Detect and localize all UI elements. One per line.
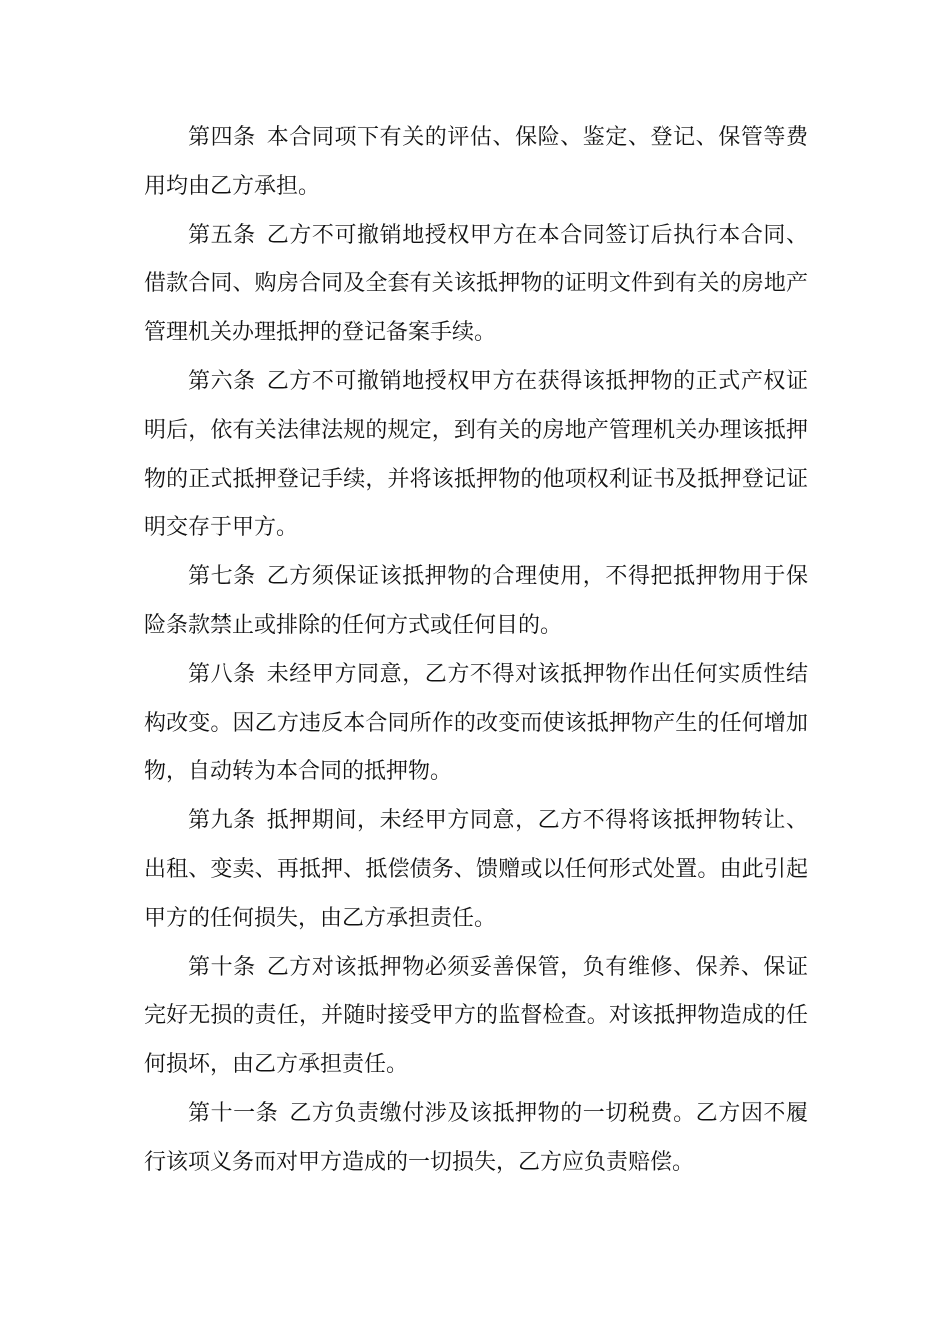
clause-label: 第六条 xyxy=(188,368,256,394)
clause-6 xyxy=(144,358,808,553)
clause-label: 第五条 xyxy=(188,222,256,248)
clause-8 xyxy=(144,651,808,797)
clause-9 xyxy=(144,797,808,943)
clause-4 xyxy=(144,114,808,212)
clause-label: 第九条 xyxy=(188,808,256,834)
clause-text: 本合同项下有关的评估、保险、鉴定、登记、保管等费用均由乙方承担。 xyxy=(144,125,808,199)
clause-text: 乙方须保证该抵押物的合理使用，不得把抵押物用于保险条款禁止或排除的任何方式或任何目的。 xyxy=(144,564,808,638)
clause-5 xyxy=(144,212,808,358)
clause-label: 第十条 xyxy=(188,954,256,980)
clause-label: 第十一条 xyxy=(188,1100,279,1126)
clause-7 xyxy=(144,553,808,651)
clause-text: 乙方负责缴付涉及该抵押物的一切税费。乙方因不履行该项义务而对甲方造成的一切损失，乙方应负责赔偿。 xyxy=(144,1100,808,1175)
clause-text: 抵押期间，未经甲方同意，乙方不得将该抵押物转让、出租、变卖、再抵押、抵偿债务、馈赠或以任何形式处置。由此引起甲方的任何损失，由乙方承担责任。 xyxy=(144,808,808,931)
clause-label: 第四条 xyxy=(188,125,256,150)
clause-text: 乙方不可撤销地授权甲方在获得该抵押物的正式产权证明后，依有关法律法规的规定，到有关的房地产管理机关办理该抵押物的正式抵押登记手续，并将该抵押物的他项权利证书及抵押登记证明交存于甲方。 xyxy=(144,368,808,541)
clause-text: 乙方不可撤销地授权甲方在本合同签订后执行本合同、借款合同、购房合同及全套有关该抵押物的证明文件到有关的房地产管理机关办理抵押的登记备案手续。 xyxy=(144,222,808,346)
clause-label: 第七条 xyxy=(188,564,256,590)
clause-text: 未经甲方同意，乙方不得对该抵押物作出任何实质性结构改变。因乙方违反本合同所作的改变而使该抵押物产生的任何增加物，自动转为本合同的抵押物。 xyxy=(144,661,808,785)
clause-label: 第八条 xyxy=(188,661,256,687)
clause-11 xyxy=(144,1090,808,1188)
contract-body xyxy=(144,114,808,1188)
clause-10 xyxy=(144,944,808,1090)
clause-text: 乙方对该抵押物必须妥善保管，负有维修、保养、保证完好无损的责任，并随时接受甲方的监督检查。对该抵押物造成的任何损坏，由乙方承担责任。 xyxy=(144,954,808,1078)
